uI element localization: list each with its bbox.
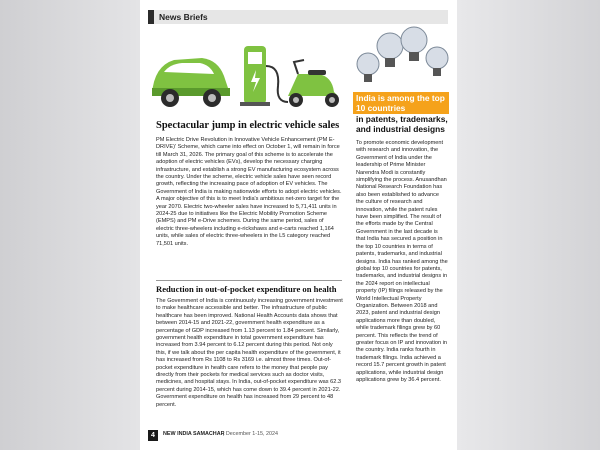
section-header-marker [148, 10, 154, 24]
electric-car-icon [152, 58, 230, 107]
ev-illustration [148, 26, 348, 116]
light-bulbs-illustration [352, 24, 452, 90]
article-health-body: The Government of India is continuously increasing government investment to make healthcare accessible and better. The infrastructure of public healthcare has been improved. National Health Accounts data shows that between 2014-15 and 2021-22, government health expenditure as a percentage of GDP increased from 1.13 percent to 1.84 percent. Similarly, government health expenditure in total government expenditure has increased from 3.94 percent to 6.12 percent during this period. Not only this, if we talk about the per capita health expenditure of the government, it has increased from Rs 1108 to Rs 3169 i.e. almost three times. Out-of-pocket expenditure in health care refers to the money that people pay directly from their pockets for medical services such as doctor visits, medicines, and hospital stays. In India, out-of-pocket expenditure was 62.3 percent during 2014-15, which has come down to 39.4 percent in 2021-22. Government expenditure on health has increased from 29 percent to 48 percent. [156, 298, 343, 408]
light-bulb-icon [377, 33, 403, 67]
light-bulb-icon [426, 47, 448, 76]
article-patents-title: in patents, trademarks, and industrial designs [356, 114, 448, 134]
article-ev-title: Spectacular jump in electric vehicle sales [156, 120, 340, 131]
light-bulb-icon [401, 27, 427, 61]
charging-station-icon [240, 46, 288, 106]
article-patents-title-highlight: India is among the top 10 countries [356, 93, 445, 113]
issue-date: | December 1-15, 2024 [223, 431, 279, 437]
article-patents-body: To promote economic development with research and innovation, the Government of India under the leadership of Prime Minister Narendra Modi is constantly simplifying the process. Anusandhan National Research Foundation has also been established to advance the culture of research and innovation, while the patent rules have been simplified. The result of the efforts made by the Central Government in the last decade is that India has secured a position in the top 10 countries in terms of patents, trademarks, and industrial designs. India has ranked among the global top 10 countries for patents, trademarks, and industrial designs in the 2024 report on intellectual property (IP) filings released by the World Intellectual Property Organization. Between 2018 and 2023, patent and industrial design applications more than doubled, while trademark filings grew by 60 percent. This reflects the trend of greater focus on IP and innovation in the country. India ranks fourth in trademark filings. India achieved a record 15.7 percent growth in patent applications, while industrial design applications grew by 36.4 percent. [356, 140, 448, 383]
page-background-left [0, 0, 140, 450]
publication-name: NEW INDIA SAMACHAR [163, 431, 225, 437]
page-number: 4 [148, 430, 158, 441]
article-divider [156, 280, 342, 281]
magazine-page [140, 0, 457, 450]
section-title: News Briefs [159, 12, 208, 22]
page-background-right [457, 0, 600, 450]
article-health-title: Reduction in out-of-pocket expenditure on health [156, 284, 337, 294]
electric-scooter-icon [288, 60, 339, 107]
light-bulb-icon [357, 53, 379, 82]
article-ev-body: PM Electric Drive Revolution in Innovative Vehicle Enhancement (PM E-DRIVE)' Scheme, which came into effect on October 1, will remain in force till March 31, 2026. The primary goal of this scheme is to accelerate the adoption of electric vehicles (EVs), develop the necessary charging infrastructure, and establish a strong EV manufacturing ecosystem across the country. Under the scheme, electric vehicle sales have seen record growth, reflecting the increasing pace of adoption of EV vehicles. The Government of India is making nationwide efforts to adopt electric vehicles. A major objective of this is to meet India's ambitious net-zero target for the year 2070. Electric two-wheeler sales have increased to 5,71,411 units in 2024-25 due to initiatives like the Electric Mobility Promotion Scheme (EMPS) and PM e-Drive schemes. During the same period, sales of electric three-wheelers including e-rickshaws and e-carts reached 1,164 units, while sales of electric three-wheelers in the L5 category reached 71,501 units. [156, 137, 342, 247]
